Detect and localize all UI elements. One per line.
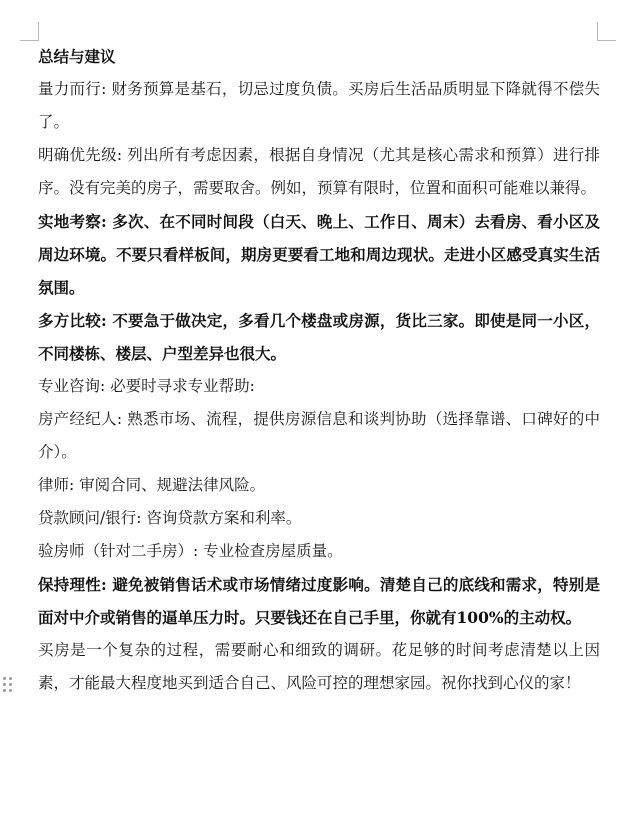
paragraph-drag-handle-icon[interactable] [3,677,13,693]
paragraph-conclusion: 买房是一个复杂的过程，需要耐心和细致的调研。花足够的时间考虑清楚以上因素，才能最大程度地买到适合自己、风险可控的理想家园。祝你找到心仪的家！ [38,641,600,692]
paragraph-consulting: 专业咨询: 必要时寻求专业帮助: [38,377,255,395]
document-body[interactable] [38,40,600,700]
paragraph-priorities: 明确优先级: 列出所有考虑因素，根据自身情况（尤其是核心需求和预算）进行排序。没有完美的房子，需要取舍。例如，预算有限时，位置和面积可能难以兼得。 [38,146,600,197]
paragraph-lawyer: 律师: 审阅合同、规避法律风险。 [38,476,266,494]
paragraph-loan-advisor: 贷款顾问/银行: 咨询贷款方案和利率。 [38,509,302,527]
paragraph-inspector: 验房师（针对二手房）: 专业检查房屋质量。 [38,542,343,560]
paragraph-stay-rational: 保持理性: 避免被销售话术或市场情绪过度影响。清楚自己的底线和需求，特别是面对中介或销售的逼单压力时。只要钱还在自己手里，你就有100%的主动权。 [38,575,600,627]
page-corner-mark-top-left [20,22,39,41]
page-corner-mark-top-right [597,22,616,41]
section-heading: 总结与建议 [38,47,116,66]
paragraph-budget: 量力而行: 财务预算是基石，切忌过度负债。买房后生活品质明显下降就得不偿失了。 [38,80,600,131]
paragraph-agent: 房产经纪人: 熟悉市场、流程，提供房源信息和谈判协助（选择靠谱、口碑好的中介）。 [38,410,600,461]
paragraph-site-visit: 实地考察: 多次、在不同时间段（白天、晚上、工作日、周末）去看房、看小区及周边环境。不要只看样板间，期房更要看工地和周边现状。走进小区感受真实生活氛围。 [38,212,600,297]
paragraph-comparison: 多方比较: 不要急于做决定，多看几个楼盘或房源，货比三家。即使是同一小区，不同楼栋、楼层、户型差异也很大。 [38,311,600,363]
